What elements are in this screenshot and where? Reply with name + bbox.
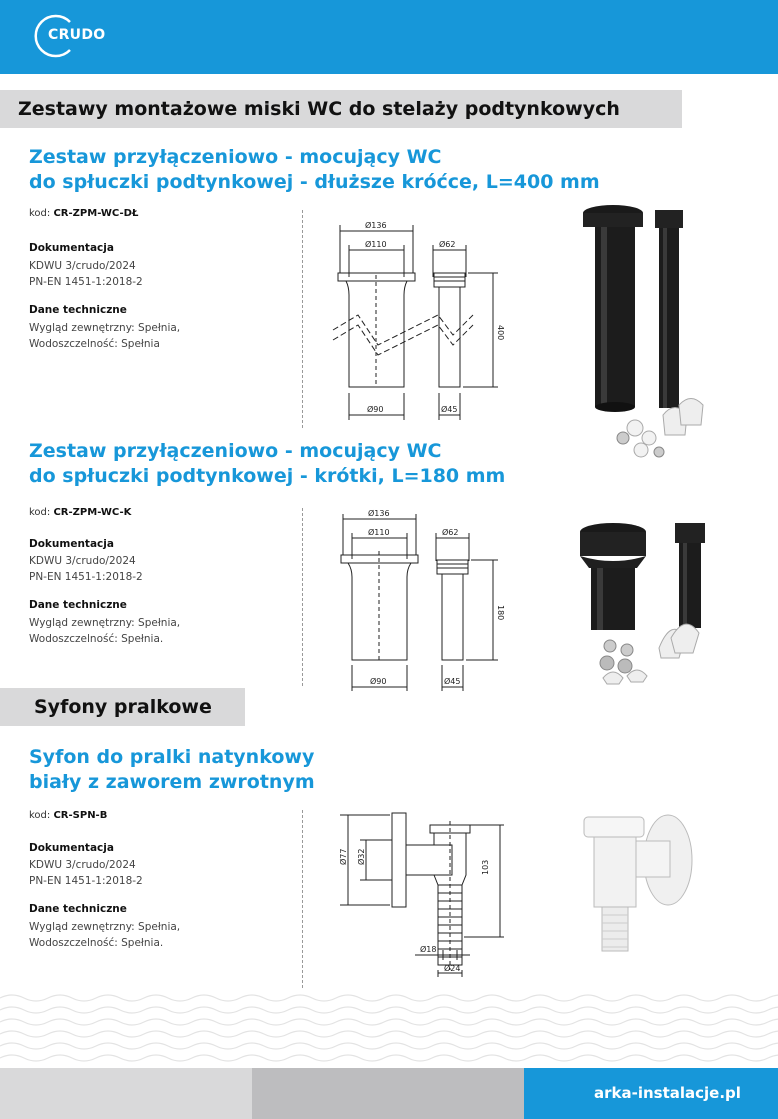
dim-d45: Ø45 (444, 677, 461, 686)
product-2-tech-label: Dane techniczne (29, 599, 127, 611)
product-2-doc-label: Dokumentacja (29, 538, 114, 550)
dim-d136: Ø136 (365, 221, 387, 230)
product-1-tech-label: Dane techniczne (29, 304, 127, 316)
dim-d77: Ø77 (339, 848, 348, 865)
dim-d62: Ø62 (439, 240, 456, 249)
product-3-technical-drawing (330, 805, 510, 980)
dim-d110: Ø110 (368, 528, 390, 537)
dim-d32: Ø32 (357, 848, 366, 865)
product-2-divider (302, 508, 303, 686)
section-title-siphons: Syfony pralkowe (0, 688, 245, 726)
dim-d110: Ø110 (365, 240, 387, 249)
product-1-photo (575, 200, 725, 460)
product-1-technical-drawing (318, 215, 518, 425)
product-3-tech-label: Dane techniczne (29, 903, 127, 915)
dim-d90: Ø90 (367, 405, 384, 414)
product-1-title: Zestaw przyłączeniowo - mocujący WC do spłuczki podtynkowej - dłuższe króćce, L=400 mm (29, 146, 600, 193)
product-1-doc-values: KDWU 3/crudo/2024 PN-EN 1451-1:2018-2 (29, 260, 143, 288)
footer-left-band (0, 1068, 252, 1119)
dim-height: 103 (481, 859, 490, 875)
decorative-waves (0, 990, 778, 1068)
dim-length: 180 (496, 605, 505, 621)
product-1-code: kod: CR-ZPM-WC-DŁ (29, 208, 139, 219)
dim-d62: Ø62 (442, 528, 459, 537)
product-2-tech-values: Wygląd zewnętrzny: Spełnia, Wodoszczelność: Spełnia. (29, 617, 181, 645)
section-title-mounting: Zestawy montażowe miski WC do stelaży podtynkowych (0, 90, 682, 128)
dim-d18: Ø18 (420, 945, 437, 954)
product-3-doc-values: KDWU 3/crudo/2024 PN-EN 1451-1:2018-2 (29, 859, 143, 887)
product-3-divider (302, 810, 303, 988)
product-3-doc-label: Dokumentacja (29, 842, 114, 854)
product-2-photo (575, 518, 725, 688)
dim-d90: Ø90 (370, 677, 387, 686)
product-3-tech-values: Wygląd zewnętrzny: Spełnia, Wodoszczelność: Spełnia. (29, 921, 181, 949)
dim-length: 400 (496, 325, 505, 341)
product-3-code: kod: CR-SPN-B (29, 810, 108, 821)
product-1-divider (302, 210, 303, 428)
brand-name: CRUDO (48, 27, 106, 43)
footer-middle-band (252, 1068, 524, 1119)
product-2-doc-values: KDWU 3/crudo/2024 PN-EN 1451-1:2018-2 (29, 555, 143, 583)
product-2-title: Zestaw przyłączeniowo - mocujący WC do spłuczki podtynkowej - krótki, L=180 mm (29, 440, 506, 487)
dim-d24: Ø24 (444, 964, 461, 973)
footer-website-link[interactable]: arka-instalacje.pl (524, 1068, 778, 1119)
product-1-doc-label: Dokumentacja (29, 242, 114, 254)
dim-d136: Ø136 (368, 509, 390, 518)
product-3-photo (580, 805, 700, 955)
dim-d45: Ø45 (441, 405, 458, 414)
header-bar (0, 0, 778, 74)
product-2-technical-drawing (318, 505, 518, 695)
product-3-title: Syfon do pralki natynkowy biały z zaworem zwrotnym (29, 746, 315, 793)
product-2-code: kod: CR-ZPM-WC-K (29, 507, 132, 518)
product-1-tech-values: Wygląd zewnętrzny: Spełnia, Wodoszczelność: Spełnia (29, 322, 181, 350)
